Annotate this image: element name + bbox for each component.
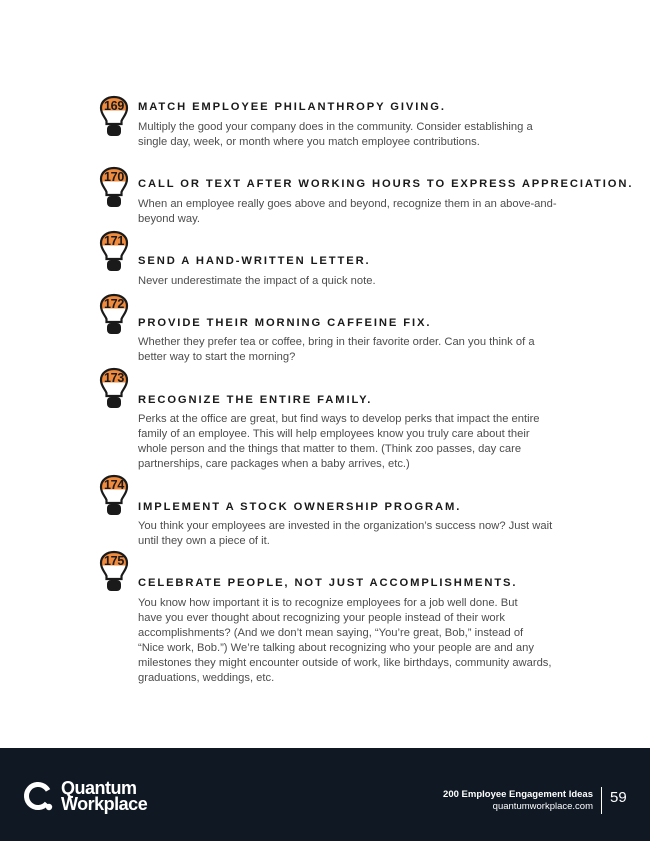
idea-number: 173 [104, 371, 124, 385]
quantum-logo-icon [22, 780, 56, 814]
idea-title: CALL OR TEXT AFTER WORKING HOURS TO EXPRESS APPRECIATION. [138, 178, 634, 190]
idea-description-line: accomplishments? (And we don’t mean saying, “You’re great, Bob,” instead of [138, 627, 524, 640]
idea-description-line: graduations, weddings, etc. [138, 672, 275, 685]
page-number: 59 [610, 789, 627, 806]
idea-description-line: until they own a piece of it. [138, 535, 270, 548]
idea-description [138, 519, 566, 549]
idea-description-line: partnerships, care packages when a baby arrives, etc.) [138, 458, 410, 471]
lightbulb-icon [97, 166, 131, 210]
idea-title: RECOGNIZE THE ENTIRE FAMILY. [138, 394, 373, 406]
idea-description-line: You know how important it is to recognize employees for a job well done. But [138, 597, 518, 609]
idea-title: SEND A HAND-WRITTEN LETTER. [138, 255, 371, 267]
idea-description-line: whole person and the things that matter to them. (Think zoo passes, day care [138, 443, 522, 456]
idea-description-line: Perks at the office are great, but find ways to develop perks that impact the entire [138, 413, 540, 425]
idea-number: 174 [104, 478, 124, 492]
idea-description-line: When an employee really goes above and beyond, recognize them in an above-and- [138, 198, 557, 210]
idea-description-line: beyond way. [138, 213, 200, 226]
page-footer [0, 748, 650, 841]
idea-description-line: family of an employee. This will help employees know you truly care about their [138, 428, 530, 441]
idea-description-line: single day, week, or month where you match employee contributions. [138, 136, 480, 149]
quantum-workplace-logo [22, 780, 162, 816]
idea-description-line: milestones they might encounter outside of work, like birthdays, community awards, [138, 657, 552, 670]
lightbulb-icon [97, 95, 131, 139]
lightbulb-icon [97, 367, 131, 411]
idea-title: MATCH EMPLOYEE PHILANTHROPY GIVING. [138, 101, 446, 113]
footer-divider [601, 787, 602, 814]
idea-description [138, 335, 566, 365]
lightbulb-icon [97, 474, 131, 518]
idea-description [138, 120, 566, 150]
idea-description [138, 412, 566, 472]
lightbulb-icon [97, 293, 131, 337]
lightbulb-icon [97, 550, 131, 594]
idea-description [138, 197, 566, 227]
idea-description-line: better way to start the morning? [138, 351, 296, 364]
idea-number: 175 [104, 554, 124, 568]
idea-title: CELEBRATE PEOPLE, NOT JUST ACCOMPLISHMENTS. [138, 577, 518, 589]
idea-description [138, 274, 566, 289]
idea-number: 171 [104, 234, 124, 248]
idea-description-line: “Nice work, Bob.”) We’re talking about recognizing who your people are and any [138, 642, 534, 655]
idea-description-line: Multiply the good your company does in the community. Consider establishing a [138, 121, 533, 133]
lightbulb-icon [97, 230, 131, 274]
document-title: 200 Employee Engagement Ideas [443, 789, 593, 800]
idea-number: 169 [104, 99, 124, 113]
idea-description-line: You think your employees are invested in the organization’s success now? Just wait [138, 520, 553, 532]
idea-description [138, 596, 566, 687]
idea-number: 172 [104, 297, 124, 311]
idea-title: IMPLEMENT A STOCK OWNERSHIP PROGRAM. [138, 501, 462, 513]
website-link[interactable]: quantumworkplace.com [492, 801, 593, 812]
idea-description-line: have you ever thought about recognizing your people instead of their work [138, 612, 505, 625]
logo-line-2: Workplace [61, 794, 148, 814]
idea-title: PROVIDE THEIR MORNING CAFFEINE FIX. [138, 317, 432, 329]
idea-number: 170 [104, 170, 124, 184]
idea-description-line: Never underestimate the impact of a quick note. [138, 275, 376, 287]
logo-wordmark [61, 780, 147, 812]
logo-line-1: Quantum [61, 778, 137, 798]
idea-description-line: Whether they prefer tea or coffee, bring in their favorite order. Can you think of a [138, 336, 535, 348]
